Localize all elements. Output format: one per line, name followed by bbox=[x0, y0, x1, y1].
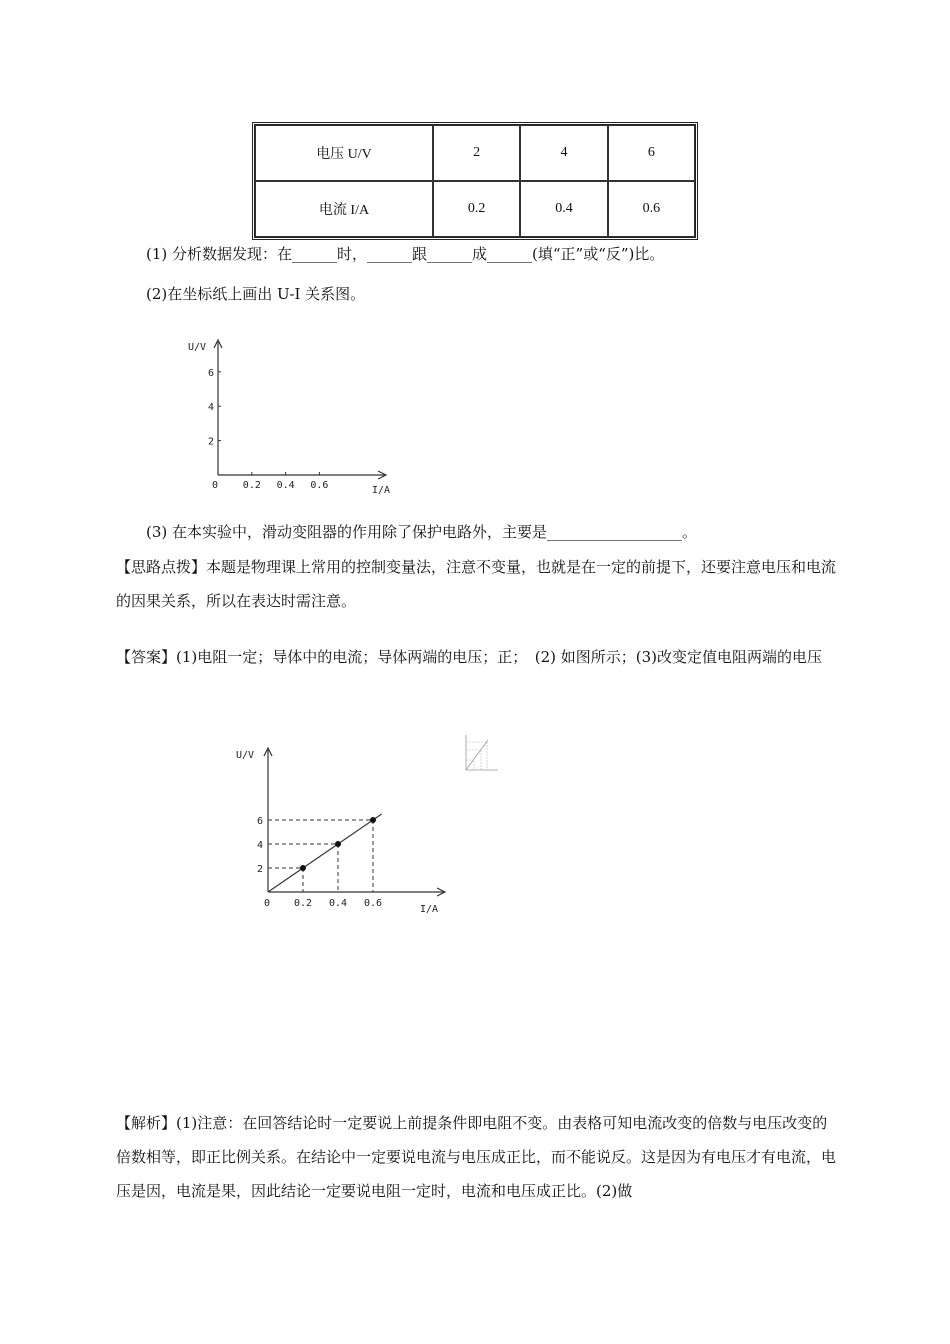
table-row bbox=[255, 181, 695, 237]
origin-label: 0 bbox=[212, 480, 219, 491]
hint-paragraph: 【思路点拨】本题是物理课上常用的控制变量法，注意不变量，也就是在一定的前提下，还要注意电压和电流的因果关系，所以在表达时需注意。 bbox=[116, 558, 837, 610]
y-tick-label: 2 bbox=[257, 864, 264, 875]
x-tick-label: 0.2 bbox=[242, 480, 261, 491]
blank-ui-chart bbox=[180, 330, 420, 500]
table-cell: 0.2 bbox=[433, 181, 520, 237]
table-cell: 4 bbox=[520, 125, 607, 181]
question-1: (1) 分析数据发现：在______时，______跟______成______(填“正”或“反”)比。 bbox=[146, 245, 665, 263]
data-point bbox=[335, 841, 341, 847]
table-cell: 0.4 bbox=[520, 181, 607, 237]
answer-paragraph: 【答案】(1)电阻一定；导体中的电流；导体两端的电压；正； (2) 如图所示；(3)改变定值电阻两端的电压 bbox=[116, 648, 823, 666]
data-table bbox=[252, 122, 698, 240]
data-point bbox=[300, 865, 306, 871]
table-cell: 电压 U/V bbox=[255, 125, 433, 181]
y-axis-label: U/V bbox=[188, 342, 207, 353]
answer-ui-chart bbox=[230, 740, 460, 920]
x-axis-label: I/A bbox=[372, 485, 391, 496]
question-2: (2)在坐标纸上画出 U-I 关系图。 bbox=[146, 285, 366, 303]
table-cell: 2 bbox=[433, 125, 520, 181]
y-tick-label: 2 bbox=[208, 436, 215, 448]
table-row bbox=[255, 125, 695, 181]
question-3: (3) 在本实验中，滑动变阻器的作用除了保护电路外，主要是__________________。 bbox=[146, 523, 698, 541]
x-tick-label: 0.4 bbox=[329, 898, 348, 909]
x-tick-label: 0.6 bbox=[364, 898, 383, 909]
x-tick-label: 0.2 bbox=[294, 898, 313, 909]
table-cell: 6 bbox=[608, 125, 695, 181]
y-tick-label: 6 bbox=[208, 367, 215, 379]
x-axis-label: I/A bbox=[420, 904, 439, 915]
table-cell: 电流 I/A bbox=[255, 181, 433, 237]
series-line bbox=[268, 814, 382, 892]
origin-label: 0 bbox=[264, 898, 271, 909]
thumbnail-graph-icon bbox=[460, 732, 500, 774]
x-tick-label: 0.4 bbox=[276, 480, 295, 491]
y-tick-label: 4 bbox=[208, 402, 215, 414]
y-tick-label: 4 bbox=[257, 840, 264, 851]
x-tick-label: 0.6 bbox=[310, 480, 329, 491]
table-cell: 0.6 bbox=[608, 181, 695, 237]
data-point bbox=[370, 817, 376, 823]
y-axis-label: U/V bbox=[236, 750, 255, 761]
y-tick-label: 6 bbox=[257, 816, 264, 827]
analysis-paragraph: 【解析】(1)注意：在回答结论时一定要说上前提条件即电阻不变。由表格可知电流改变的倍数与电压改变的倍数相等，即正比例关系。在结论中一定要说电流与电压成正比，而不能说反。这是因为有电压才有电流，电压是因，电流是果，因此结论一定要说电阻一定时，电流和电压成正比。(2)做 bbox=[116, 1114, 837, 1200]
